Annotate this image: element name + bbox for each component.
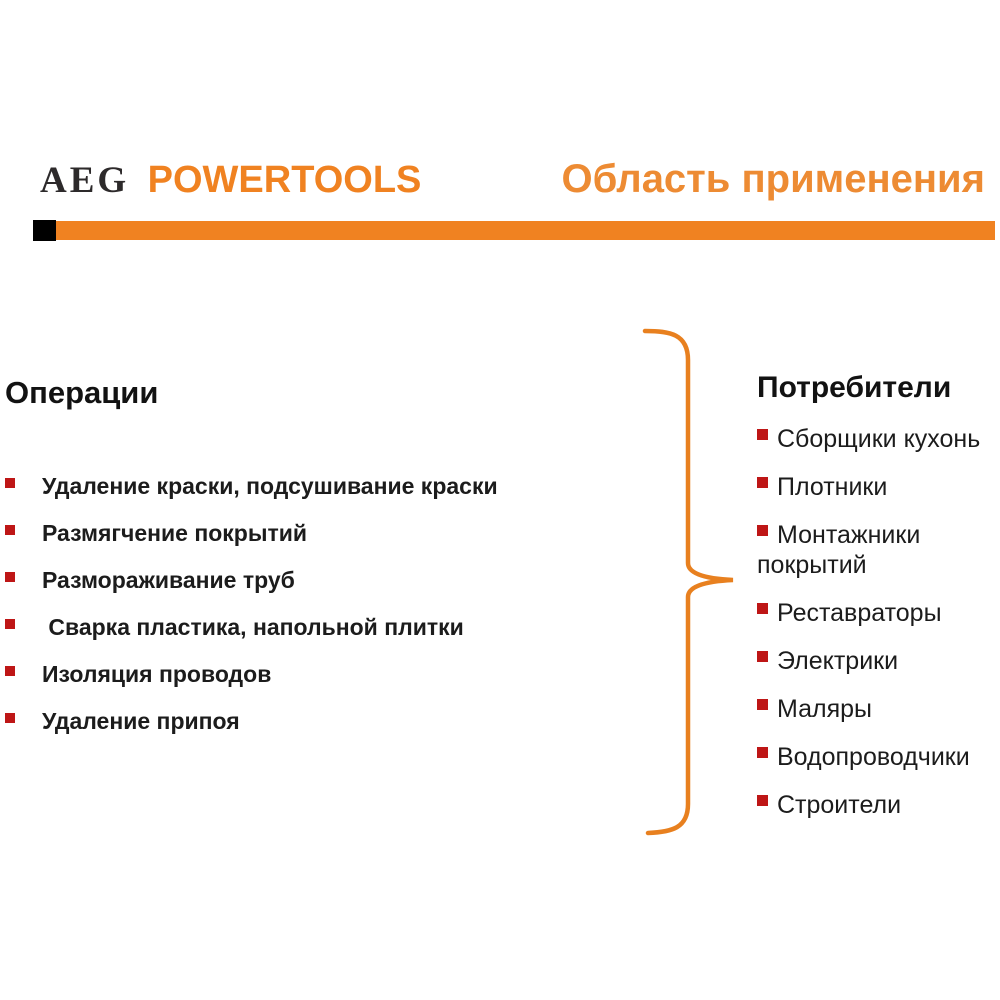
list-item — [5, 568, 625, 592]
list-item — [5, 474, 625, 498]
operation-label: Удаление припоя — [42, 708, 240, 734]
operation-label: Размораживание труб — [42, 567, 295, 593]
bullet-square-icon — [5, 713, 15, 723]
consumer-label: Плотники — [777, 473, 888, 501]
list-item — [5, 521, 625, 545]
bullet-square-icon — [757, 699, 768, 710]
consumer-label: Монтажники покрытий — [757, 521, 921, 579]
operations-list — [5, 474, 625, 756]
page-title: Область применения — [561, 157, 985, 201]
consumer-label: Строители — [777, 791, 902, 819]
consumers-list — [757, 424, 989, 838]
bullet-square-icon — [5, 525, 15, 535]
operation-label: Изоляция проводов — [42, 661, 272, 687]
list-item — [5, 709, 625, 733]
logo-aeg-text: AEG — [40, 160, 130, 201]
operation-label: Размягчение покрытий — [42, 520, 308, 546]
operation-label: Удаление краски, подсушивание краски — [42, 473, 498, 499]
bullet-square-icon — [757, 525, 768, 536]
consumers-heading: Потребители — [757, 371, 952, 404]
bullet-square-icon — [5, 572, 15, 582]
list-item — [757, 598, 989, 628]
list-item — [757, 472, 989, 502]
consumer-label: Реставраторы — [777, 599, 942, 627]
logo-powertools-text: POWERTOOLS — [147, 159, 422, 201]
list-item — [757, 790, 989, 820]
curly-brace-icon — [628, 318, 748, 843]
divider-black-square — [33, 220, 56, 241]
bullet-square-icon — [757, 747, 768, 758]
divider-orange-bar — [56, 221, 995, 240]
bullet-square-icon — [757, 603, 768, 614]
bullet-square-icon — [5, 666, 15, 676]
list-item — [5, 662, 625, 686]
bullet-square-icon — [757, 795, 768, 806]
bullet-square-icon — [5, 619, 15, 629]
list-item — [757, 520, 989, 580]
operations-heading: Операции — [5, 375, 159, 410]
consumer-label: Сборщики кухонь — [777, 425, 981, 453]
list-item — [757, 646, 989, 676]
aeg-powertools-logo — [40, 158, 421, 210]
consumer-label: Электрики — [777, 647, 899, 675]
bullet-square-icon — [757, 651, 768, 662]
operation-label: Сварка пластика, напольной плитки — [42, 614, 464, 640]
list-item — [5, 615, 625, 639]
bullet-square-icon — [757, 429, 768, 440]
bullet-square-icon — [757, 477, 768, 488]
consumer-label: Водопроводчики — [777, 743, 970, 771]
consumer-label: Маляры — [777, 695, 873, 723]
list-item — [757, 742, 989, 772]
list-item — [757, 694, 989, 724]
list-item — [757, 424, 989, 454]
bullet-square-icon — [5, 478, 15, 488]
